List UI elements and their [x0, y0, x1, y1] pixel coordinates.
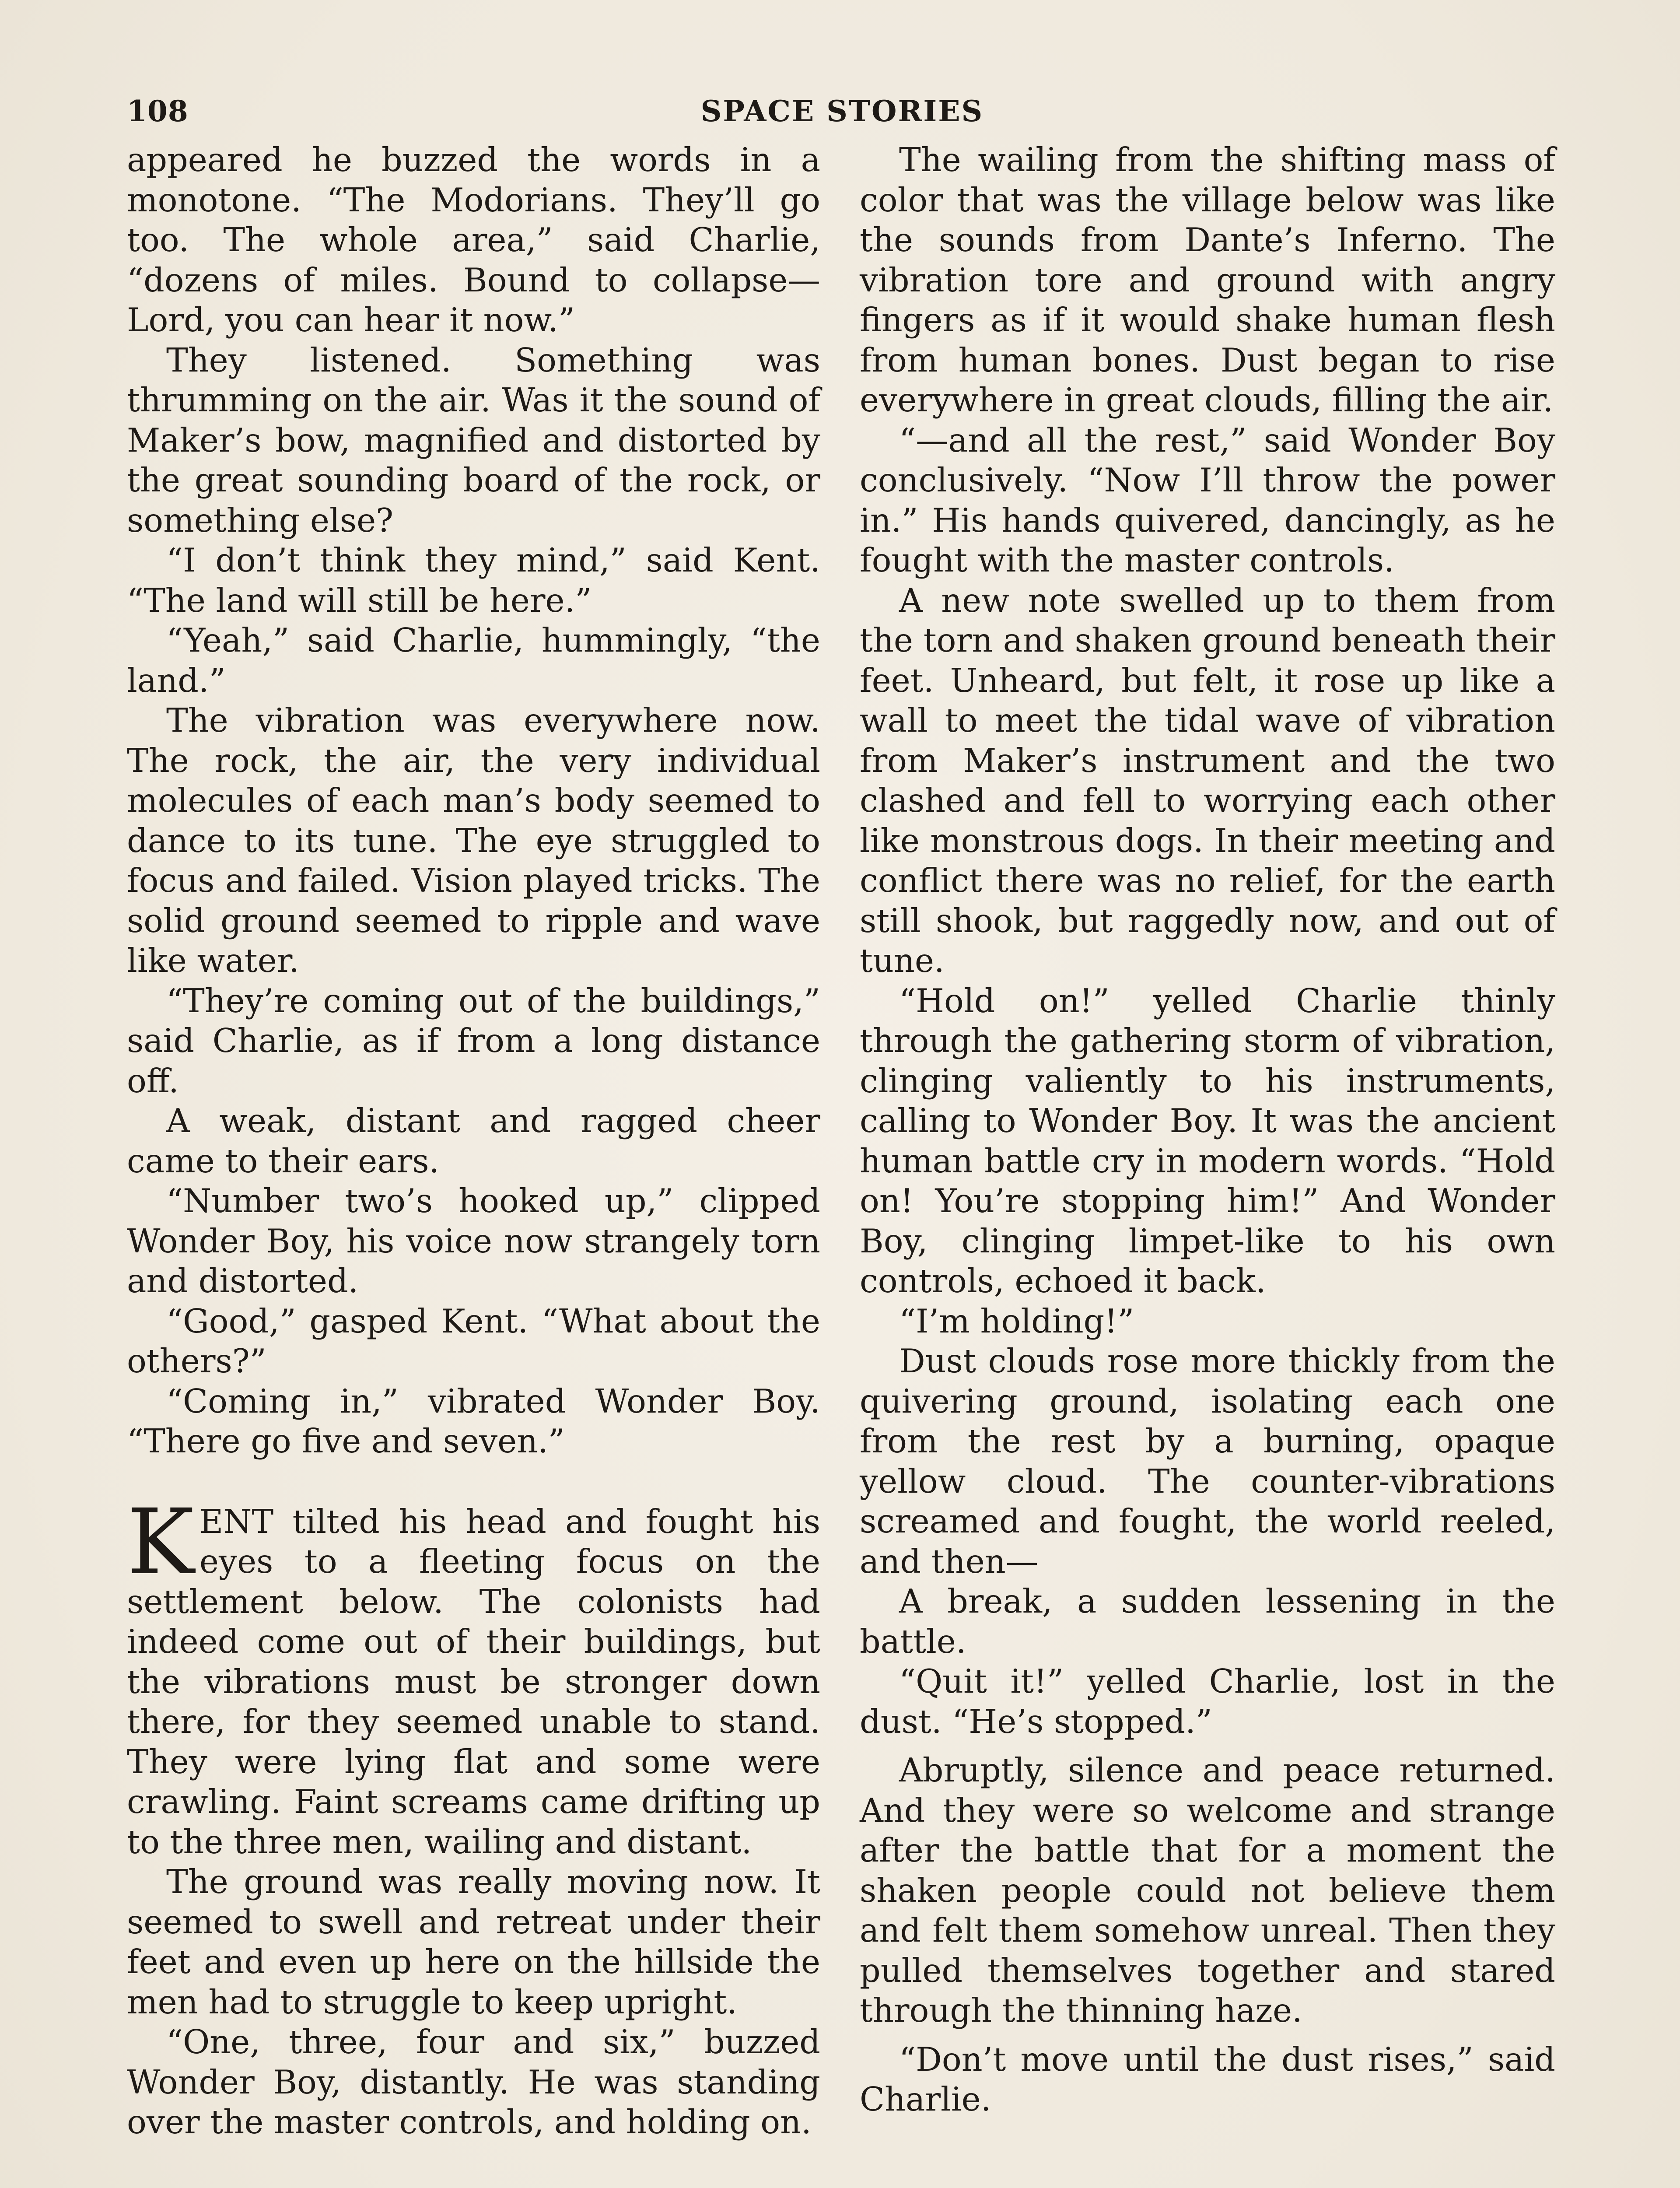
paragraph: The vibration was everywhere now. The rock, the air, the very individual molecules of each man’s body seemed to dance to its tune. The eye struggled to focus and failed. Vision played tricks. The solid ground seemed to ripple and wave like water. [127, 701, 820, 980]
paragraph: A break, a sudden lessening in the battle. [860, 1582, 1555, 1661]
paragraph: The wailing from the shifting mass of color that was the village below was like the sounds from Dante’s Inferno. The vibration tore and ground with angry fingers as if it would shake human flesh from human bones. Dust began to rise everywhere in great clouds, filling the air. [860, 141, 1555, 419]
paragraph: “They’re coming out of the buildings,” said Charlie, as if from a long distance off. [127, 982, 820, 1100]
left-column [127, 140, 820, 2142]
paragraph: “One, three, four and six,” buzzed Wonder Boy, distantly. He was standing over the master controls, and holding on. [127, 2023, 820, 2141]
paragraph: “Coming in,” vibrated Wonder Boy. “There go five and seven.” [127, 1382, 820, 1460]
paragraph: “Good,” gasped Kent. “What about the others?” [127, 1302, 820, 1380]
paragraph: “Hold on!” yelled Charlie thinly through the gathering storm of vibration, clinging valiently to his instruments, calling to Wonder Boy. It was the ancient human battle cry in modern words. “Hold on! You’re stopping him!” And Wonder Boy, clinging limpet-like to his own controls, echoed it back. [860, 982, 1555, 1300]
paragraph: Dust clouds rose more thickly from the quivering ground, isolating each one from the rest by a burning, opaque yellow cloud. The counter-vibrations screamed and fought, the world reeled, and then— [860, 1342, 1555, 1581]
page-number: 108 [127, 94, 189, 128]
paragraph: “Yeah,” said Charlie, hummingly, “the land.” [127, 621, 820, 700]
right-column [860, 140, 1555, 2120]
paragraph: They listened. Something was thrumming on the air. Was it the sound of Maker’s bow, magnified and distorted by the great sounding board of the rock, or something else? [127, 341, 820, 540]
paragraph: “I don’t think they mind,” said Kent. “The land will still be here.” [127, 541, 820, 620]
running-title: SPACE STORIES [700, 94, 984, 128]
paragraph: “—and all the rest,” said Wonder Boy conclusively. “Now I’ll throw the power in.” His hands quivered, dancingly, as he fought with the master controls. [860, 421, 1555, 579]
drop-cap: K [127, 1489, 194, 1595]
paragraph: The ground was really moving now. It seemed to swell and retreat under their feet and even up here on the hillside the men had to struggle to keep upright. [127, 1863, 820, 2021]
paragraph: A new note swelled up to them from the torn and shaken ground beneath their feet. Unheard, but felt, it rose up like a wall to meet the tidal wave of vibration from Maker’s instrument and the two clashed and fell to worrying each other like monstrous dogs. In their meeting and conflict there was no relief, for the earth still shook, but raggedly now, and out of tune. [860, 581, 1555, 980]
section-start-text: ENT tilted his head and fought his eyes to a fleeting focus on the settlement below. The colonists had indeed come out of their buildings, but the vibrations must be stronger down there, for they seemed unable to stand. They were lying flat and some were crawling. Faint screams came drifting up to the three men, wailing and distant. [127, 1502, 820, 1861]
paragraph: “Don’t move until the dust rises,” said Charlie. [860, 2040, 1555, 2118]
paragraph: “Number two’s hooked up,” clipped Wonder Boy, his voice now strangely torn and distorted. [127, 1182, 820, 1300]
paragraph: “I’m holding!” [899, 1302, 1134, 1340]
page-header [127, 94, 1558, 138]
paragraph: A weak, distant and ragged cheer came to their ears. [127, 1102, 820, 1180]
section-start-paragraph [127, 1489, 820, 1862]
paragraph: appeared he buzzed the words in a monotone. “The Modorians. They’ll go too. The whole area,” said Charlie, “dozens of miles. Bound to collapse—Lord, you can hear it now.” [127, 141, 820, 339]
paragraph: “Quit it!” yelled Charlie, lost in the dust. “He’s stopped.” [860, 1662, 1555, 1741]
paragraph: Abruptly, silence and peace returned. And they were so welcome and strange after the battle that for a moment the shaken people could not believe them and felt them somehow unreal. Then they pulled themselves together and stared through the thinning haze. [860, 1751, 1555, 2030]
